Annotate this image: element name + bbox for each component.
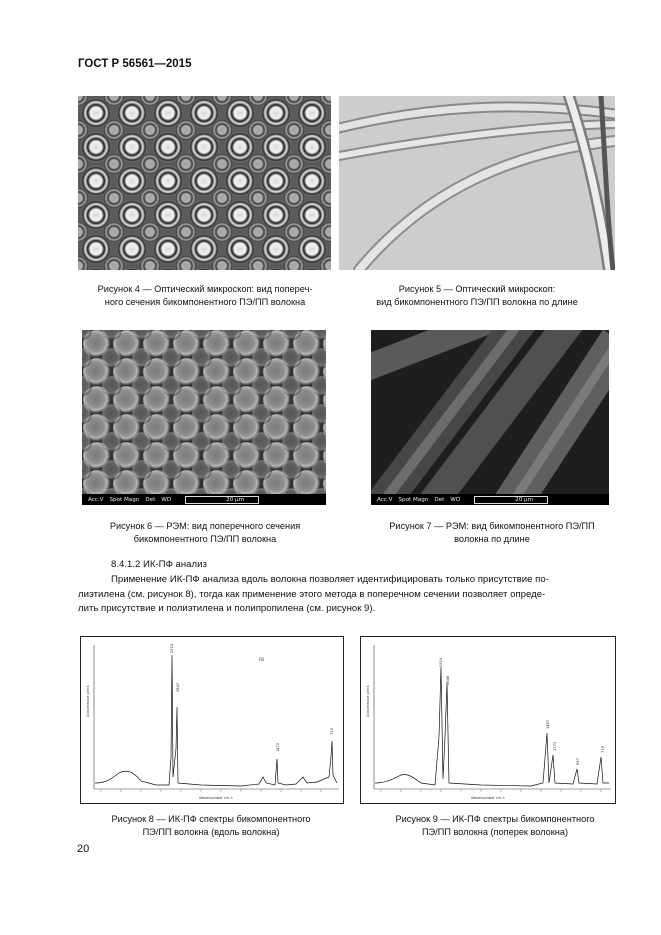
fiber-cross-section-texture xyxy=(78,96,331,270)
figure-4-image xyxy=(78,96,331,270)
svg-text:719: 719 xyxy=(601,746,605,753)
caption-line: Рисунок 6 — РЭМ: вид поперечного сечения xyxy=(109,521,301,531)
svg-text:2914: 2914 xyxy=(170,643,174,653)
svg-text:2848: 2848 xyxy=(446,675,450,685)
figure-9-caption xyxy=(368,813,622,839)
svg-text:Absorbance Units: Absorbance Units xyxy=(86,685,90,717)
svg-text:1457: 1457 xyxy=(546,719,550,729)
paragraph-line: лить присутствие и полиэтилена и полипропилена (см. рисунок 9). xyxy=(78,603,376,614)
sem-info-bar xyxy=(82,494,326,505)
caption-line: Рисунок 8 — ИК-ПФ спектры бикомпонентного xyxy=(111,814,311,824)
sem-spot-label: Spot Magn xyxy=(398,496,429,503)
section-paragraph xyxy=(78,573,593,617)
svg-text:2847: 2847 xyxy=(176,682,180,692)
page-number: 20 xyxy=(77,843,90,855)
sem-wd-label: WD xyxy=(161,496,172,503)
sem-det-label: Det xyxy=(434,496,445,503)
sem-acc-label: Acc.V xyxy=(377,496,393,503)
document-header: ГОСТ Р 56561—2015 xyxy=(78,58,192,70)
sem-det-label: Det xyxy=(145,496,156,503)
figure-5-image xyxy=(339,96,615,270)
figure-6-image xyxy=(82,330,326,505)
sem-scale-bar: 20 μm xyxy=(185,496,259,504)
sem-wd-label: WD xyxy=(450,496,461,503)
sem-info-bar xyxy=(371,494,609,505)
caption-line: бикомпонентного ПЭ/ПП волокна xyxy=(133,534,277,544)
figure-7-image xyxy=(371,330,609,505)
paragraph-line: лиэтилена (см. рисунок 8), тогда как применение этого метода в поперечном сечении позволяет опреде- xyxy=(78,588,546,600)
caption-line: Рисунок 4 — Оптический микроскоп: вид попереч- xyxy=(97,284,313,294)
figure-4-caption xyxy=(80,283,330,309)
svg-text:FB: FB xyxy=(259,657,265,662)
figure-5-caption xyxy=(352,283,602,309)
svg-text:997: 997 xyxy=(576,758,580,765)
sem-acc-label: Acc.V xyxy=(88,496,104,503)
svg-text:1472: 1472 xyxy=(276,742,280,752)
section-heading: 8.4.1.2 ИК-ПФ анализ xyxy=(111,559,207,570)
sem-fiber-texture xyxy=(371,330,609,494)
svg-text:Wavenumber cm-1: Wavenumber cm-1 xyxy=(199,796,234,800)
spectrum-plot xyxy=(81,637,343,803)
figure-6-caption xyxy=(80,520,330,546)
spectrum-plot xyxy=(361,637,615,803)
caption-line: ПЭ/ПП волокна (вдоль волокна) xyxy=(142,827,280,837)
svg-text:1373: 1373 xyxy=(553,741,557,751)
caption-line: ПЭ/ПП волокна (поперек волокна) xyxy=(421,827,569,837)
caption-line: вид бикомпонентного ПЭ/ПП волокна по длине xyxy=(376,297,578,307)
caption-line: Рисунок 7 — РЭМ: вид бикомпонентного ПЭ/ПП xyxy=(389,521,595,531)
caption-line: волокна по длине xyxy=(454,534,530,544)
figure-8-caption xyxy=(84,813,338,839)
figure-7-caption xyxy=(362,520,622,546)
svg-text:719: 719 xyxy=(330,728,334,735)
svg-text:Wavenumber cm-1: Wavenumber cm-1 xyxy=(471,796,506,800)
sem-cross-section-texture xyxy=(82,330,326,494)
svg-text:2916: 2916 xyxy=(439,657,443,667)
caption-line: ного сечения бикомпонентного ПЭ/ПП волокна xyxy=(104,297,306,307)
paragraph-line: Применение ИК-ПФ анализа вдоль волокна позволяет идентифицировать только присутствие по- xyxy=(111,574,549,585)
svg-text:Absorbance Units: Absorbance Units xyxy=(366,685,370,717)
sem-scale-bar: 20 μm xyxy=(474,496,548,504)
caption-line: Рисунок 9 — ИК-ПФ спектры бикомпонентного xyxy=(395,814,595,824)
sem-spot-label: Spot Magn xyxy=(109,496,140,503)
figure-9-spectrum xyxy=(360,636,616,804)
figure-8-spectrum xyxy=(80,636,344,804)
caption-line: Рисунок 5 — Оптический микроскоп: xyxy=(398,284,556,294)
fiber-length-texture xyxy=(339,96,615,270)
